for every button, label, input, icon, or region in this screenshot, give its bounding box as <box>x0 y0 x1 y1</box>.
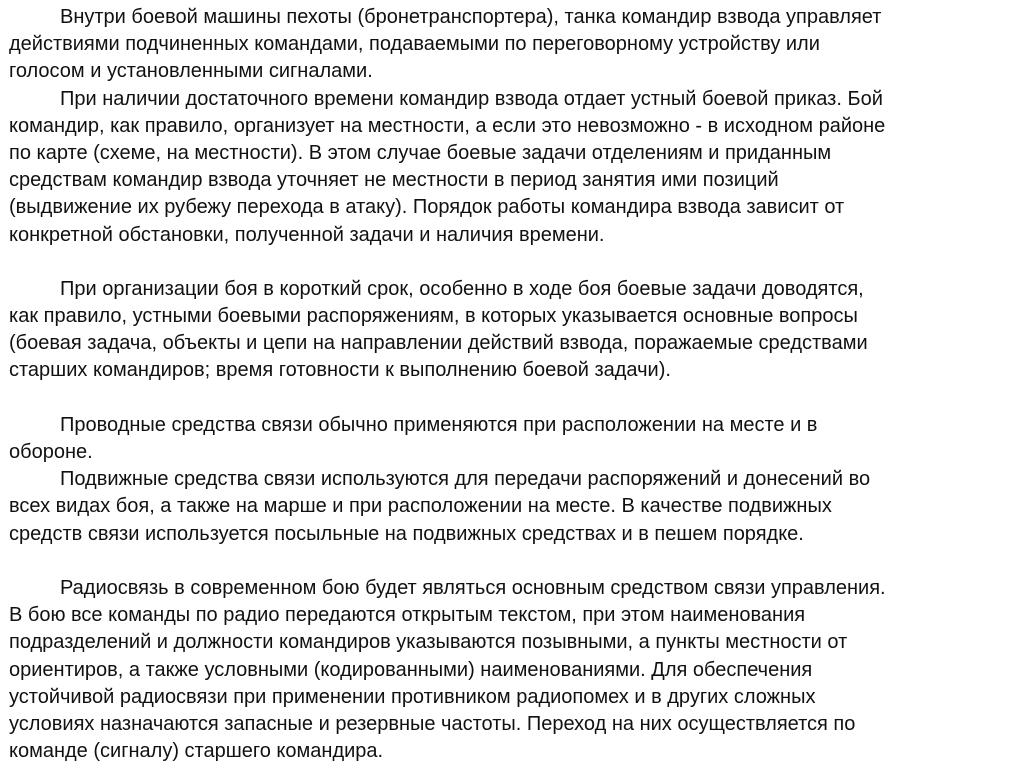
paragraph-2-line-3: по карте (схеме, на местности). В этом случае боевые задачи отделениям и приданным <box>9 141 832 164</box>
paragraph-5-line-2: всех видах боя, а также на марше и при расположении на месте. В качестве подвижных <box>9 495 832 518</box>
paragraph-6-line-4: ориентиров, а также условными (кодированными) наименованиями. Для обеспечения <box>9 658 813 681</box>
document-text <box>9 4 1017 765</box>
paragraph-spacer <box>9 249 1017 276</box>
paragraph-spacer <box>9 385 1017 412</box>
paragraph-1-line-2: действиями подчиненных командами, подаваемыми по переговорному устройству или <box>9 33 820 56</box>
paragraph-3-line-2: как правило, устными боевыми распоряжениям, в которых указывается основные вопросы <box>9 305 858 328</box>
paragraph-3-line-1: При организации боя в короткий срок, особенно в ходе боя боевые задачи доводятся, <box>60 277 864 300</box>
paragraph-6-line-3: подразделений и должности командиров указываются позывными, а пункты местности от <box>9 631 848 654</box>
paragraph-2-line-6: конкретной обстановки, полученной задачи и наличия времени. <box>9 223 605 246</box>
paragraph-2-line-2: командир, как правило, организует на местности, а если это невозможно - в исходном районе <box>9 114 886 137</box>
paragraph-6-line-2: В бою все команды по радио передаются открытым текстом, при этом наименования <box>9 604 806 627</box>
paragraph-4-line-1: Проводные средства связи обычно применяются при расположении на месте и в <box>60 413 818 436</box>
paragraph-4-line-2: обороне. <box>9 441 93 463</box>
paragraph-5-line-1: Подвижные средства связи используются для передачи распоряжений и донесений во <box>60 468 871 491</box>
paragraph-3-line-3: (боевая задача, объекты и цепи на направлении действий взвода, поражаемые средствами <box>9 332 868 355</box>
paragraph-6-line-6: условиях назначаются запасные и резервные частоты. Переход на них осуществляется по <box>9 712 856 735</box>
paragraph-1-line-3: голосом и установленными сигналами. <box>9 60 373 83</box>
paragraph-spacer <box>9 548 1017 575</box>
paragraph-2-line-5: (выдвижение их рубежу перехода в атаку). Порядок работы командира взвода зависит от <box>9 196 845 219</box>
paragraph-2-line-1: При наличии достаточного времени командир взвода отдает устный боевой приказ. Бой <box>60 87 883 110</box>
paragraph-6-line-1: Радиосвязь в современном бою будет являться основным средством связи управления. <box>60 576 886 599</box>
paragraph-3-line-4: старших командиров; время готовности к выполнению боевой задачи). <box>9 359 671 382</box>
paragraph-1-line-1: Внутри боевой машины пехоты (бронетранспортера), танка командир взвода управляет <box>60 6 882 28</box>
paragraph-6-line-5: устойчивой радиосвязи при применении противником радиопомех и в других сложных <box>9 685 816 708</box>
paragraph-5-line-3: средств связи используется посыльные на подвижных средствах и в пешем порядке. <box>9 522 804 545</box>
paragraph-2-line-4: средствам командир взвода уточняет не местности в период занятия ими позиций <box>9 169 779 192</box>
paragraph-6-line-7: команде (сигналу) старшего командира. <box>9 740 384 763</box>
